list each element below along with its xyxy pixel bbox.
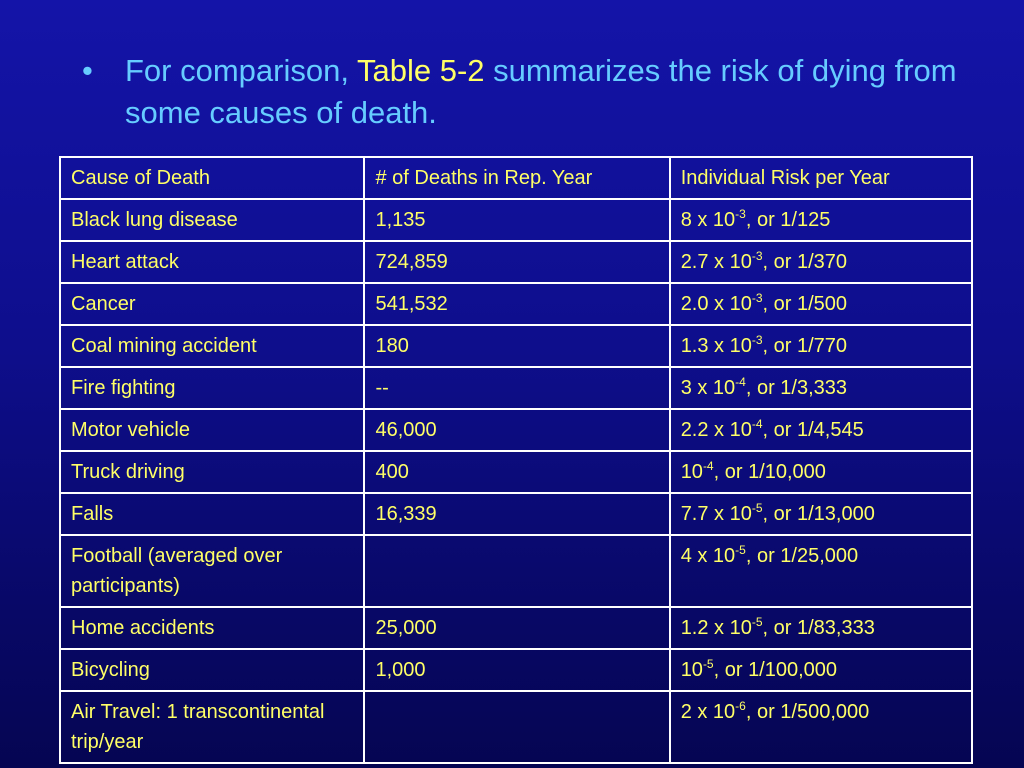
risk-base: 4 x 10 xyxy=(680,545,736,567)
risk-base: 8 x 10 xyxy=(680,209,736,231)
risk-base: 2.2 x 10 xyxy=(680,419,752,441)
cell-risk xyxy=(670,199,972,241)
intro-text-start: For comparison, xyxy=(125,53,358,88)
table-row xyxy=(60,607,972,649)
risk-exponent: -3 xyxy=(751,291,763,305)
intro-text xyxy=(125,50,982,134)
risk-base: 3 x 10 xyxy=(680,377,736,399)
cell-deaths: 541,532 xyxy=(364,283,669,325)
header-deaths: # of Deaths in Rep. Year xyxy=(364,157,669,199)
risk-exponent: -5 xyxy=(735,543,746,557)
risk-tail: , or 1/500 xyxy=(762,293,848,315)
cell-deaths: 46,000 xyxy=(364,409,669,451)
risk-tail: , or 1/370 xyxy=(762,251,848,273)
cell-risk xyxy=(670,691,972,763)
cell-cause: Cancer xyxy=(60,283,364,325)
table-row xyxy=(60,535,972,607)
cell-risk xyxy=(670,493,972,535)
cell-risk xyxy=(670,409,972,451)
cell-deaths xyxy=(364,691,669,763)
risk-tail: , or 1/3,333 xyxy=(745,377,848,399)
risk-tail: , or 1/13,000 xyxy=(762,503,875,525)
risk-base: 7.7 x 10 xyxy=(680,503,752,525)
table-row xyxy=(60,409,972,451)
cell-risk xyxy=(670,241,972,283)
intro-text-end: summarizes the risk of dying from some causes of death. xyxy=(125,53,957,130)
risk-exponent: -4 xyxy=(751,417,763,431)
risk-exponent: -4 xyxy=(702,459,714,473)
cell-deaths: 16,339 xyxy=(364,493,669,535)
risk-exponent: -4 xyxy=(735,375,746,389)
cell-risk xyxy=(670,535,972,607)
cell-deaths: 1,000 xyxy=(364,649,669,691)
risk-base: 10 xyxy=(680,659,703,681)
table-row xyxy=(60,325,972,367)
cell-cause: Home accidents xyxy=(60,607,364,649)
risk-tail: , or 1/125 xyxy=(745,209,831,231)
risk-exponent: -5 xyxy=(702,657,714,671)
table-row xyxy=(60,451,972,493)
cell-deaths: 724,859 xyxy=(364,241,669,283)
cell-deaths: 1,135 xyxy=(364,199,669,241)
bullet-icon: • xyxy=(82,53,93,88)
table-row xyxy=(60,283,972,325)
table-header-row xyxy=(60,157,972,199)
cell-cause: Fire fighting xyxy=(60,367,364,409)
table-body xyxy=(60,199,972,763)
risk-tail: , or 1/500,000 xyxy=(745,701,870,723)
intro-bullet xyxy=(82,50,982,134)
cell-deaths xyxy=(364,535,669,607)
table-row xyxy=(60,649,972,691)
cell-cause: Truck driving xyxy=(60,451,364,493)
risk-base: 2.7 x 10 xyxy=(680,251,752,273)
risk-tail: , or 1/770 xyxy=(762,335,848,357)
risk-tail: , or 1/4,545 xyxy=(762,419,864,441)
risk-exponent: -3 xyxy=(735,207,746,221)
cell-deaths: 180 xyxy=(364,325,669,367)
risk-tail: , or 1/10,000 xyxy=(713,461,826,483)
risk-base: 2 x 10 xyxy=(680,701,736,723)
risk-base: 2.0 x 10 xyxy=(680,293,752,315)
cell-cause: Black lung disease xyxy=(60,199,364,241)
cell-deaths: 400 xyxy=(364,451,669,493)
table-row xyxy=(60,199,972,241)
cell-risk xyxy=(670,325,972,367)
header-risk: Individual Risk per Year xyxy=(670,157,972,199)
risk-base: 10 xyxy=(680,461,703,483)
risk-exponent: -5 xyxy=(751,615,763,629)
risk-exponent: -5 xyxy=(751,501,763,515)
risk-exponent: -3 xyxy=(751,333,763,347)
table-row xyxy=(60,367,972,409)
cell-risk xyxy=(670,283,972,325)
cell-cause: Falls xyxy=(60,493,364,535)
table-row xyxy=(60,241,972,283)
risk-tail: , or 1/25,000 xyxy=(745,545,859,567)
cell-risk xyxy=(670,367,972,409)
cell-cause: Coal mining accident xyxy=(60,325,364,367)
risk-exponent: -6 xyxy=(735,699,746,713)
table-row xyxy=(60,691,972,763)
cell-cause: Bicycling xyxy=(60,649,364,691)
risk-tail: , or 1/83,333 xyxy=(762,617,875,639)
cell-cause: Air Travel: 1 transcontinental trip/year xyxy=(60,691,364,763)
cell-risk xyxy=(670,649,972,691)
cell-cause: Football (averaged over participants) xyxy=(60,535,364,607)
risk-base: 1.3 x 10 xyxy=(680,335,752,357)
table-reference: Table 5-2 xyxy=(357,53,485,88)
cell-deaths: 25,000 xyxy=(364,607,669,649)
risk-base: 1.2 x 10 xyxy=(680,617,752,639)
header-cause: Cause of Death xyxy=(60,157,364,199)
cell-risk xyxy=(670,451,972,493)
risk-tail: , or 1/100,000 xyxy=(713,659,838,681)
risk-table xyxy=(59,156,973,764)
cell-cause: Motor vehicle xyxy=(60,409,364,451)
cell-risk xyxy=(670,607,972,649)
risk-exponent: -3 xyxy=(751,249,763,263)
cell-deaths: -- xyxy=(364,367,669,409)
cell-cause: Heart attack xyxy=(60,241,364,283)
table-row xyxy=(60,493,972,535)
